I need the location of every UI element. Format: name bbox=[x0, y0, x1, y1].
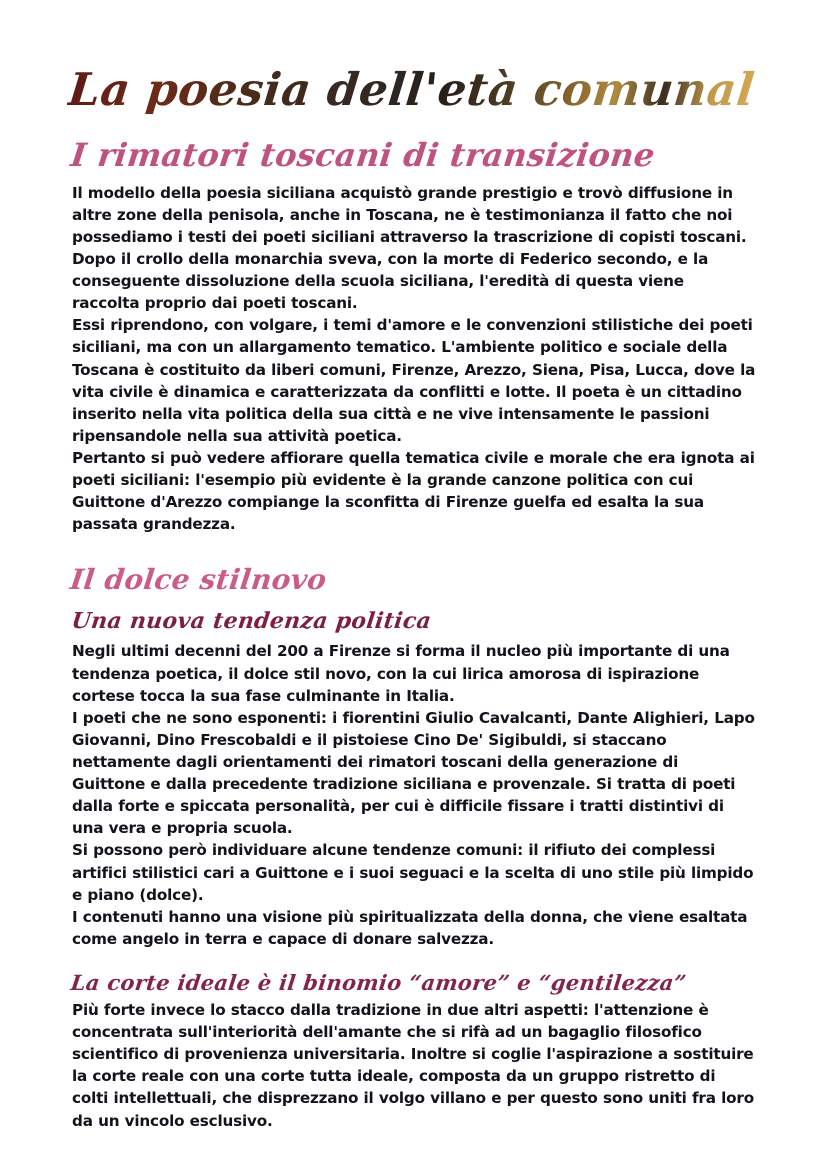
subsection-heading-corte-ideale: La corte ideale è il binomio “amore” e “gentilezza” bbox=[69, 969, 688, 995]
section-heading-dolce-stilnovo: Il dolce stilnovo bbox=[68, 563, 329, 597]
paragraph: Pertanto si può vedere affiorare quella tematica civile e morale che era ignota ai poeti siciliani: l'esempio più evidente è la grande canzone politica con cui Guittone d'Arezzo compiange la sconfitta di Firenze guelfa ed esalta la sua passata grandezza. bbox=[72, 449, 755, 534]
paragraph: Il modello della poesia siciliana acquistò grande prestigio e trovò diffusione in altre zone della penisola, anche in Toscana, ne è testimonianza il fatto che noi possediamo i testi dei poeti siciliani attraverso la trascrizione di copisti toscani. Dopo il crollo della monarchia sveva, con la morte di Federico secondo, e la conseguente dissoluzione della scuola siciliana, l'eredità di questa viene raccolta proprio dai poeti toscani. bbox=[72, 183, 747, 313]
section-heading-rimatori-toscani: I rimatori toscani di transizione bbox=[68, 135, 658, 174]
subsection-heading-nuova-tendenza-politica: Una nuova tendenza politica bbox=[70, 608, 433, 635]
paragraph: I contenuti hanno una visione più spiritualizzata della donna, che viene esaltata come angelo in terra e capace di donare salvezza. bbox=[72, 907, 748, 948]
paragraph: I poeti che ne sono esponenti: i fiorentini Giulio Cavalcanti, Dante Alighieri, Lapo Giovanni, Dino Frescobaldi e il pistoiese Cino De' Sigibuldi, si staccano nettamente dagli orientamenti dei rimatori toscani della generazione di Guittone e dalla precedente tradizione siciliana e provenzale. Si tratta di poeti dalla forte e spiccata personalità, per cui è difficile fissare i tratti distintivi di una vera e propria scuola. bbox=[72, 708, 755, 838]
paragraph: Essi riprendono, con volgare, i temi d'amore e le convenzioni stilistiche dei poeti siciliani, ma con un allargamento tematico. L'ambiente politico e sociale della Toscana è costituito da liberi comuni, Firenze, Arezzo, Siena, Pisa, Lucca, dove la vita civile è dinamica e caratterizzata da conflitti e lotte. Il poeta è un cittadino inserito nella vita politica della sua città e ne vive intensamente le passioni ripensandole nella sua attività poetica. bbox=[72, 316, 756, 445]
paragraph: Più forte invece lo stacco dalla tradizione in due altri aspetti: l'attenzione è concentrata sull'interiorità dell'amante che si rifà ad un bagaglio filosofico scientifico di provenienza universitaria. Inoltre si coglie l'aspirazione a sostituire la corte reale con una corte tutta ideale, composta da un gruppo ristretto di colti intellettuali, che disprezzano il volgo villano e per questo sono uniti fra loro da un vincolo esclusivo. bbox=[72, 1000, 754, 1130]
paragraph: Si possono però individuare alcune tendenze comuni: il rifiuto dei complessi artifici stilistici cari a Guittone e i suoi seguaci e la scelta di uno stile più limpido e piano (dolce). bbox=[72, 841, 754, 904]
paragraph: Negli ultimi decenni del 200 a Firenze si forma il nucleo più importante di una tendenza poetica, il dolce stil novo, con la cui lirica amorosa di ispirazione cortese tocca la sua fase culminante in Italia. bbox=[72, 642, 730, 705]
document-title: La poesia dell'età comunale bbox=[66, 0, 762, 114]
